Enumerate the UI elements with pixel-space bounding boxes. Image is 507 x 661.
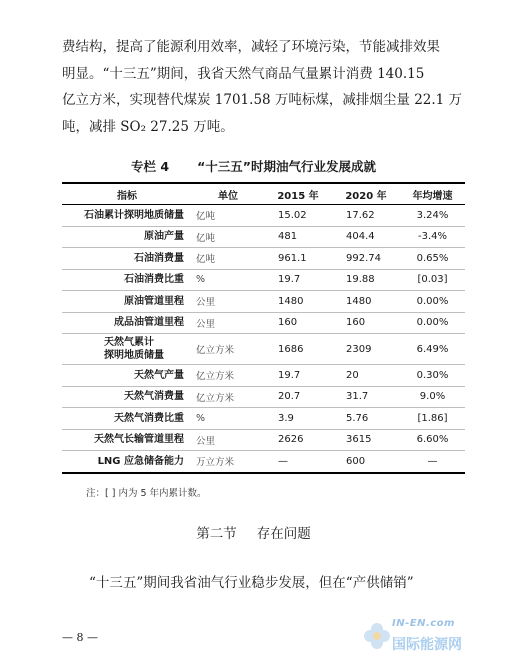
indicator-cell: 原油管道里程 <box>62 291 192 313</box>
value-2015-cell: — <box>264 451 332 473</box>
table-row <box>62 386 465 408</box>
indicator-cell: 成品油管道里程 <box>62 312 192 334</box>
paragraph-line: 吨，减排 SO₂ 27.25 万吨。 <box>62 118 234 135</box>
paragraph-line: 明显。“十三五”期间，我省天然气商品气量累计消费 140.15 <box>62 65 425 82</box>
table-row <box>62 205 465 227</box>
value-2020-cell: 992.74 <box>332 248 400 270</box>
value-2020-cell: 31.7 <box>332 386 400 408</box>
value-2015-cell: 481 <box>264 226 332 248</box>
unit-cell: 亿吨 <box>192 205 264 227</box>
growth-cell: 3.24% <box>400 205 465 227</box>
unit-cell: 亿吨 <box>192 226 264 248</box>
watermark-domain: IN-EN.com <box>392 618 455 629</box>
value-2020-cell: 160 <box>332 312 400 334</box>
indicator-cell <box>62 334 192 365</box>
value-2020-cell: 2309 <box>332 334 400 365</box>
box-label: 专栏 4 <box>131 159 170 174</box>
indicator-cell: 原油产量 <box>62 226 192 248</box>
table-row <box>62 429 465 451</box>
value-2015-cell: 961.1 <box>264 248 332 270</box>
value-2020-cell: 1480 <box>332 291 400 313</box>
header-growth: 年均增速 <box>400 183 465 205</box>
unit-cell: 万立方米 <box>192 451 264 473</box>
header-indicator: 指标 <box>62 183 192 205</box>
unit-cell: 亿立方米 <box>192 365 264 387</box>
indicator-line: 天然气累计 <box>104 337 154 348</box>
table-row <box>62 451 465 473</box>
paragraph-line: 费结构，提高了能源利用效率，减轻了环境污染，节能减排效果 <box>62 39 440 55</box>
indicator-line: 探明地质储量 <box>104 350 164 361</box>
indicator-cell: 石油消费量 <box>62 248 192 270</box>
table-row <box>62 365 465 387</box>
table-row <box>62 269 465 291</box>
table-row <box>62 408 465 430</box>
header-2020: 2020 年 <box>332 183 400 205</box>
growth-cell: [0.03] <box>400 269 465 291</box>
section-title: 存在问题 <box>256 526 311 542</box>
box-title <box>0 157 507 175</box>
growth-cell: [1.86] <box>400 408 465 430</box>
growth-cell: 6.49% <box>400 334 465 365</box>
unit-cell: 公里 <box>192 429 264 451</box>
growth-cell: 9.0% <box>400 386 465 408</box>
section-heading <box>0 522 507 542</box>
table-row <box>62 334 465 365</box>
box-heading: “十三五”时期油气行业发展成就 <box>197 159 376 174</box>
value-2015-cell: 19.7 <box>264 365 332 387</box>
value-2015-cell: 20.7 <box>264 386 332 408</box>
indicator-cell: 天然气消费比重 <box>62 408 192 430</box>
indicator-cell: 石油累计探明地质储量 <box>62 205 192 227</box>
value-2015-cell: 160 <box>264 312 332 334</box>
value-2020-cell: 17.62 <box>332 205 400 227</box>
value-2020-cell: 5.76 <box>332 408 400 430</box>
growth-cell: 6.60% <box>400 429 465 451</box>
watermark-logo <box>362 617 502 657</box>
header-unit: 单位 <box>192 183 264 205</box>
paragraph-bottom: “十三五”期间我省油气行业稳步发展，但在“产供储销” <box>89 575 414 591</box>
table-note: 注：[ ] 内为 5 年内累计数。 <box>86 488 207 499</box>
indicator-cell: 天然气产量 <box>62 365 192 387</box>
value-2020-cell: 404.4 <box>332 226 400 248</box>
indicator-cell: LNG 应急储备能力 <box>62 451 192 473</box>
table-row <box>62 312 465 334</box>
indicator-cell: 天然气消费量 <box>62 386 192 408</box>
unit-cell: 亿立方米 <box>192 386 264 408</box>
value-2020-cell: 20 <box>332 365 400 387</box>
value-2020-cell: 19.88 <box>332 269 400 291</box>
table-row <box>62 248 465 270</box>
growth-cell: 0.65% <box>400 248 465 270</box>
value-2015-cell: 1686 <box>264 334 332 365</box>
paragraph-line: 亿立方米，实现替代煤炭 1701.58 万吨标煤，减排烟尘量 22.1 万 <box>62 92 463 108</box>
unit-cell: 亿吨 <box>192 248 264 270</box>
page-number: — 8 — <box>62 631 98 644</box>
section-number: 第二节 <box>196 526 237 542</box>
growth-cell: 0.00% <box>400 312 465 334</box>
watermark-name: 国际能源网 <box>392 637 462 653</box>
table-row <box>62 291 465 313</box>
unit-cell: 公里 <box>192 312 264 334</box>
unit-cell: 公里 <box>192 291 264 313</box>
achievements-table <box>62 182 465 474</box>
value-2020-cell: 600 <box>332 451 400 473</box>
value-2015-cell: 15.02 <box>264 205 332 227</box>
unit-cell: 亿立方米 <box>192 334 264 365</box>
table-header-row <box>62 183 465 205</box>
growth-cell: 0.00% <box>400 291 465 313</box>
unit-cell: % <box>192 408 264 430</box>
flower-logo-icon <box>362 621 392 651</box>
indicator-cell: 石油消费比重 <box>62 269 192 291</box>
value-2015-cell: 19.7 <box>264 269 332 291</box>
value-2015-cell: 3.9 <box>264 408 332 430</box>
value-2020-cell: 3615 <box>332 429 400 451</box>
growth-cell: 0.30% <box>400 365 465 387</box>
value-2015-cell: 2626 <box>264 429 332 451</box>
unit-cell: % <box>192 269 264 291</box>
table-row <box>62 226 465 248</box>
value-2015-cell: 1480 <box>264 291 332 313</box>
header-2015: 2015 年 <box>264 183 332 205</box>
growth-cell: -3.4% <box>400 226 465 248</box>
paragraph-top <box>62 34 472 140</box>
growth-cell: — <box>400 451 465 473</box>
indicator-cell: 天然气长输管道里程 <box>62 429 192 451</box>
